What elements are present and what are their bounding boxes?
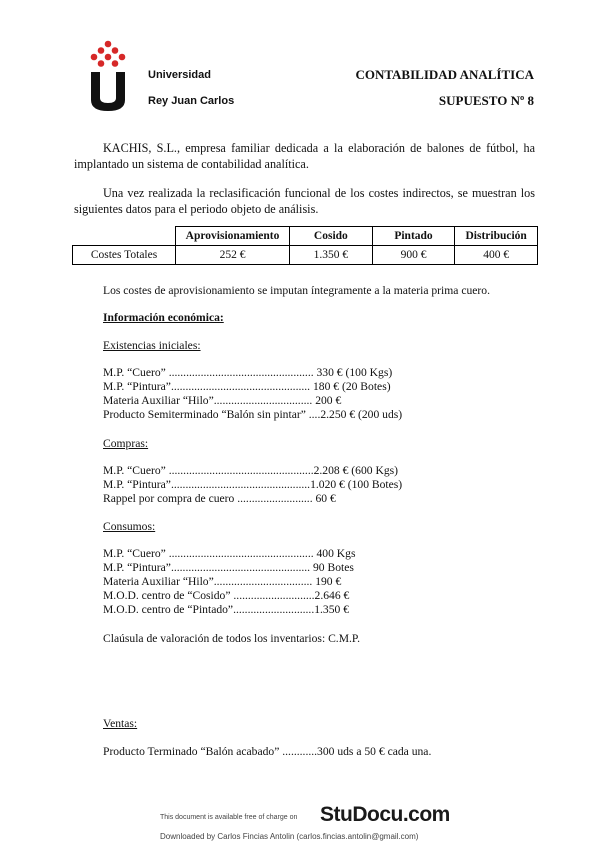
footer-downloaded-by: Downloaded by Carlos Fincias Antolin (carlos.fincias.antolin@gmail.com) bbox=[160, 832, 419, 841]
footer-availability-note: This document is available free of charge on bbox=[160, 814, 298, 821]
university-name-line1: Universidad bbox=[148, 69, 211, 81]
costs-table-header-row bbox=[73, 227, 538, 246]
case-title: SUPUESTO Nº 8 bbox=[438, 93, 534, 108]
consumos-item-cuero: M.P. “Cuero” .................................................. 400 Kgs bbox=[103, 547, 356, 560]
existencias-item-semiterminado: Producto Semiterminado “Balón sin pintar” ....2.250 € (200 uds) bbox=[103, 408, 403, 421]
costs-header-aprovisionamiento: Aprovisionamiento bbox=[176, 227, 290, 246]
consumos-title: Consumos: bbox=[103, 520, 156, 533]
intro-paragraph-1: KACHIS, S.L., empresa familiar dedicada a la elaboración de balones de fútbol, ha implantado un sistema de contabilidad analítica. bbox=[74, 141, 535, 171]
costs-table-row bbox=[73, 246, 538, 265]
costs-row-label: Costes Totales bbox=[73, 246, 176, 265]
intro-paragraph-2: Una vez realizada la reclasificación funcional de los costes indirectos, se muestran los siguientes datos para el periodo objeto de análisis. bbox=[74, 186, 535, 216]
clausula-valoracion: Claúsula de valoración de todos los inventarios: C.M.P. bbox=[103, 632, 360, 645]
costs-table bbox=[72, 226, 538, 265]
costs-value-distribucion: 400 € bbox=[455, 246, 538, 265]
consumos-item-pintura: M.P. “Pintura”................................................ 90 Botes bbox=[103, 561, 354, 574]
costs-value-aprovisionamiento: 252 € bbox=[176, 246, 290, 265]
compras-item-rappel: Rappel por compra de cuero .......................... 60 € bbox=[103, 492, 336, 505]
costs-header-distribucion: Distribución bbox=[455, 227, 538, 246]
university-name-line2: Rey Juan Carlos bbox=[148, 95, 235, 107]
costs-header-cosido: Cosido bbox=[290, 227, 373, 246]
costs-header-pintado: Pintado bbox=[372, 227, 455, 246]
existencias-item-hilo: Materia Auxiliar “Hilo”.................................. 200 € bbox=[103, 394, 342, 407]
consumos-item-mod-pintado: M.O.D. centro de “Pintado”............................1.350 € bbox=[103, 603, 350, 616]
university-logo bbox=[88, 40, 128, 112]
consumos-item-mod-cosido: M.O.D. centro de “Cosido” ............................2.646 € bbox=[103, 589, 350, 602]
existencias-item-cuero: M.P. “Cuero” .................................................. 330 € (100 Kgs) bbox=[103, 366, 393, 379]
compras-title: Compras: bbox=[103, 437, 149, 450]
note-aprovisionamiento: Los costes de aprovisionamiento se imputan íntegramente a la materia prima cuero. bbox=[103, 284, 490, 297]
costs-value-cosido: 1.350 € bbox=[290, 246, 373, 265]
existencias-item-pintura: M.P. “Pintura”................................................ 180 € (20 Botes) bbox=[103, 380, 391, 393]
costs-value-pintado: 900 € bbox=[372, 246, 455, 265]
consumos-item-hilo: Materia Auxiliar “Hilo”.................................. 190 € bbox=[103, 575, 342, 588]
costs-header-empty bbox=[73, 227, 176, 246]
course-title: CONTABILIDAD ANALÍTICA bbox=[355, 67, 534, 82]
info-title: Información económica: bbox=[103, 311, 224, 324]
ventas-title: Ventas: bbox=[103, 717, 138, 730]
studocu-logo[interactable]: StuDocu.com bbox=[320, 803, 450, 826]
compras-item-cuero: M.P. “Cuero” ..................................................2.208 € (600 Kgs) bbox=[103, 464, 398, 477]
existencias-title: Existencias iniciales: bbox=[103, 339, 201, 352]
compras-item-pintura: M.P. “Pintura”................................................1.020 € (100 Botes) bbox=[103, 478, 403, 491]
ventas-item: Producto Terminado “Balón acabado” ............300 uds a 50 € cada una. bbox=[103, 745, 432, 758]
